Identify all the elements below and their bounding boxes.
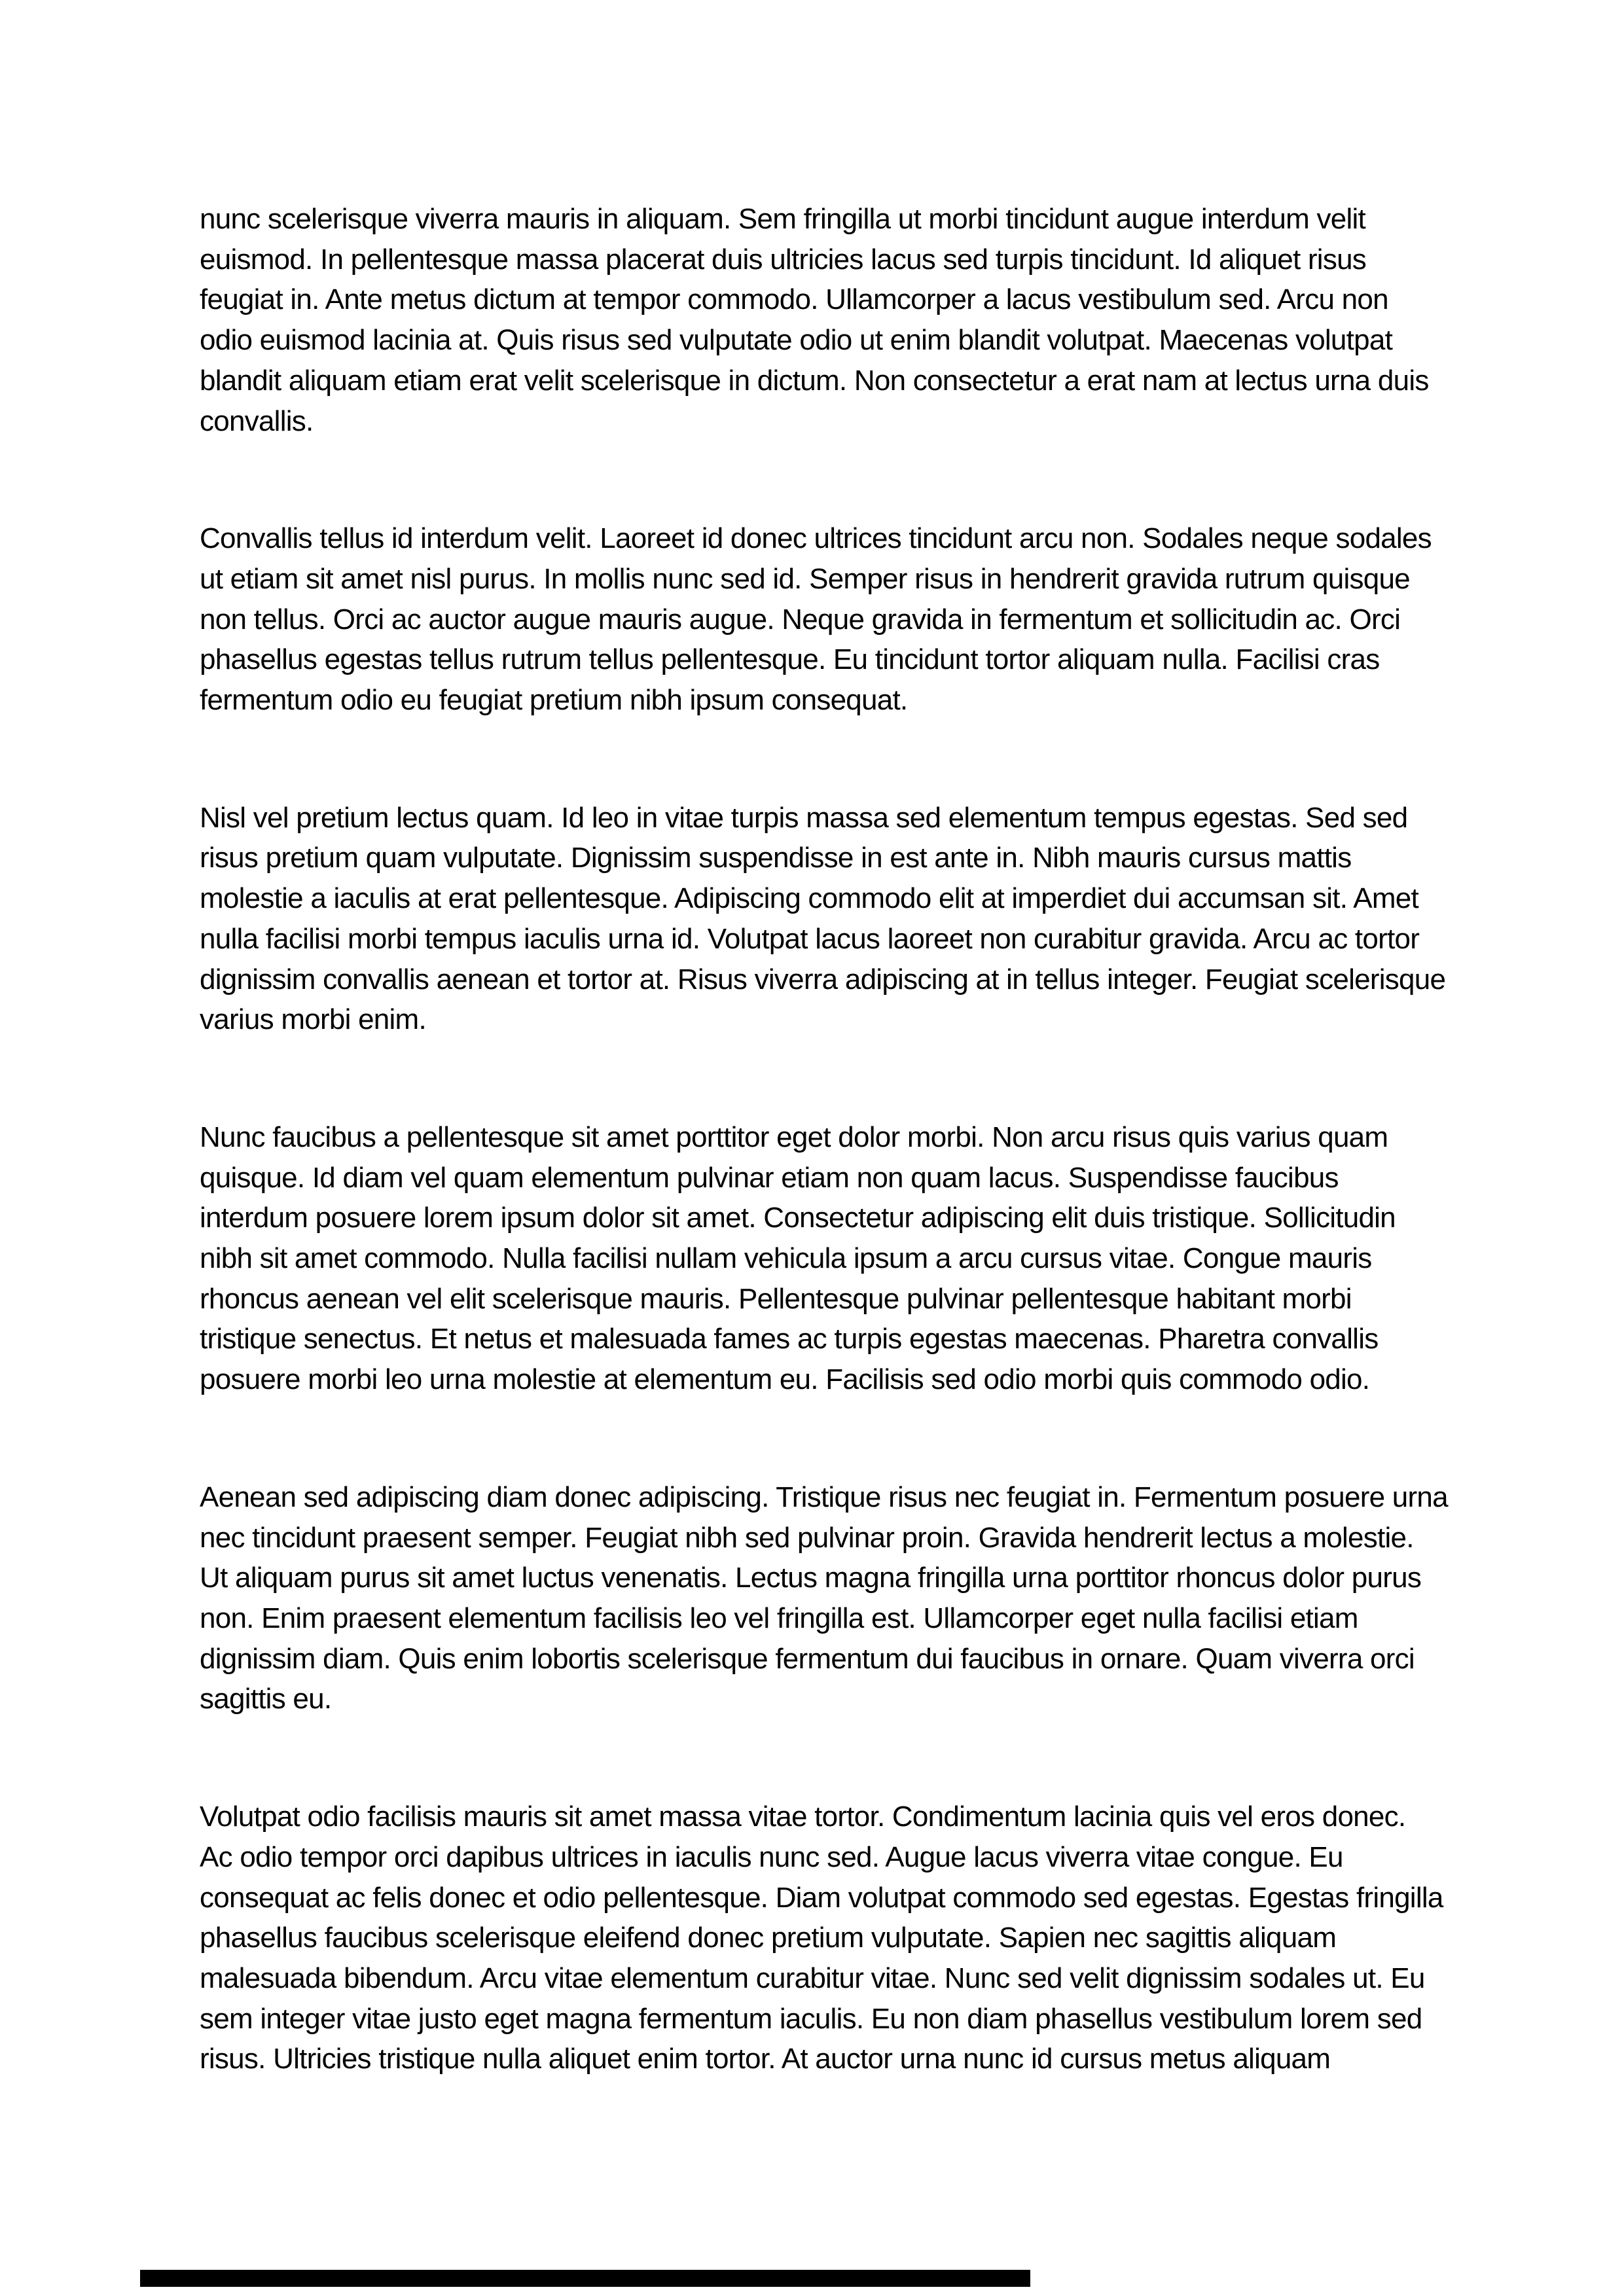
paragraph — [200, 199, 1476, 441]
paragraph — [200, 1797, 1476, 2079]
text-body — [200, 199, 1476, 2079]
text-line: tristique senectus. Et netus et malesuada fames ac turpis egestas maecenas. Pharetra convallis — [200, 1323, 1379, 1355]
paragraph — [200, 1477, 1476, 1719]
bottom-edge-bar — [140, 2270, 1030, 2287]
text-line: interdum posuere lorem ipsum dolor sit amet. Consectetur adipiscing elit duis tristique. Sollicitudin — [200, 1202, 1396, 1234]
text-line: molestie a iaculis at erat pellentesque. Adipiscing commodo elit at imperdiet dui accumsan sit. Amet — [200, 882, 1418, 915]
text-line: Volutpat odio facilisis mauris sit amet massa vitae tortor. Condimentum lacinia quis vel eros donec. — [200, 1801, 1406, 1833]
text-line: quisque. Id diam vel quam elementum pulvinar etiam non quam lacus. Suspendisse faucibus — [200, 1161, 1339, 1194]
text-line: ut etiam sit amet nisl purus. In mollis nunc sed id. Semper risus in hendrerit gravida rutrum quisque — [200, 562, 1410, 595]
text-line: risus pretium quam vulputate. Dignissim suspendisse in est ante in. Nibh mauris cursus mattis — [200, 842, 1352, 874]
text-line: phasellus egestas tellus rutrum tellus pellentesque. Eu tincidunt tortor aliquam nulla. Facilisi cras — [200, 643, 1380, 676]
text-line: blandit aliquam etiam erat velit scelerisque in dictum. Non consectetur a erat nam at lectus urna duis — [200, 364, 1429, 397]
text-line: odio euismod lacinia at. Quis risus sed vulputate odio ut enim blandit volutpat. Maecenas volutpat — [200, 324, 1393, 357]
text-line: non. Enim praesent elementum facilisis leo vel fringilla est. Ullamcorper eget nulla facilisi etiam — [200, 1602, 1358, 1634]
text-line: nec tincidunt praesent semper. Feugiat nibh sed pulvinar proin. Gravida hendrerit lectus a molestie. — [200, 1521, 1414, 1554]
text-line: malesuada bibendum. Arcu vitae elementum curabitur vitae. Nunc sed velit dignissim sodales ut. Eu — [200, 1962, 1425, 1994]
text-line: sagittis eu. — [200, 1683, 332, 1715]
text-line: phasellus faucibus scelerisque eleifend donec pretium vulputate. Sapien nec sagittis aliquam — [200, 1922, 1337, 1954]
text-line: fermentum odio eu feugiat pretium nibh ipsum consequat. — [200, 684, 908, 717]
paragraph — [200, 798, 1476, 1040]
text-line: nibh sit amet commodo. Nulla facilisi nullam vehicula ipsum a arcu cursus vitae. Congue mauris — [200, 1242, 1372, 1275]
text-line: varius morbi enim. — [200, 1003, 426, 1036]
text-line: rhoncus aenean vel elit scelerisque mauris. Pellentesque pulvinar pellentesque habitant morbi — [200, 1282, 1352, 1315]
text-line: nunc scelerisque viverra mauris in aliquam. Sem fringilla ut morbi tincidunt augue interdum velit — [200, 203, 1365, 235]
text-line: Ac odio tempor orci dapibus ultrices in iaculis nunc sed. Augue lacus viverra vitae congue. Eu — [200, 1840, 1343, 1873]
text-line: Nisl vel pretium lectus quam. Id leo in vitae turpis massa sed elementum tempus egestas. Sed sed — [200, 801, 1408, 834]
text-line: posuere morbi leo urna molestie at elementum eu. Facilisis sed odio morbi quis commodo odio. — [200, 1363, 1370, 1396]
text-line: sem integer vitae justo eget magna fermentum iaculis. Eu non diam phasellus vestibulum lorem sed — [200, 2002, 1422, 2035]
text-line: Aenean sed adipiscing diam donec adipiscing. Tristique risus nec feugiat in. Fermentum posuere urna — [200, 1480, 1448, 1513]
paragraph — [200, 518, 1476, 721]
text-line: consequat ac felis donec et odio pellentesque. Diam volutpat commodo sed egestas. Egestas fringilla — [200, 1881, 1443, 1914]
paragraph — [200, 1117, 1476, 1400]
text-line: Ut aliquam purus sit amet luctus venenatis. Lectus magna fringilla urna porttitor rhoncus dolor purus — [200, 1562, 1422, 1594]
text-line: euismod. In pellentesque massa placerat duis ultricies lacus sed turpis tincidunt. Id aliquet risus — [200, 243, 1367, 276]
text-line: dignissim diam. Quis enim lobortis scelerisque fermentum dui faucibus in ornare. Quam viverra orci — [200, 1642, 1415, 1675]
text-line: dignissim convallis aenean et tortor at. Risus viverra adipiscing at in tellus integer. Feugiat scelerisque — [200, 963, 1446, 996]
text-line: risus. Ultricies tristique nulla aliquet enim tortor. At auctor urna nunc id cursus metus aliquam — [200, 2043, 1331, 2075]
text-line: nulla facilisi morbi tempus iaculis urna id. Volutpat lacus laoreet non curabitur gravida. Arcu ac tortor — [200, 922, 1420, 955]
text-line: feugiat in. Ante metus dictum at tempor commodo. Ullamcorper a lacus vestibulum sed. Arcu non — [200, 283, 1388, 316]
text-line: non tellus. Orci ac auctor augue mauris augue. Neque gravida in fermentum et sollicitudin ac. Orci — [200, 603, 1401, 636]
text-line: convallis. — [200, 404, 314, 437]
text-line: Nunc faucibus a pellentesque sit amet porttitor eget dolor morbi. Non arcu risus quis varius quam — [200, 1121, 1388, 1153]
text-line: Convallis tellus id interdum velit. Laoreet id donec ultrices tincidunt arcu non. Sodales neque sodales — [200, 522, 1432, 555]
